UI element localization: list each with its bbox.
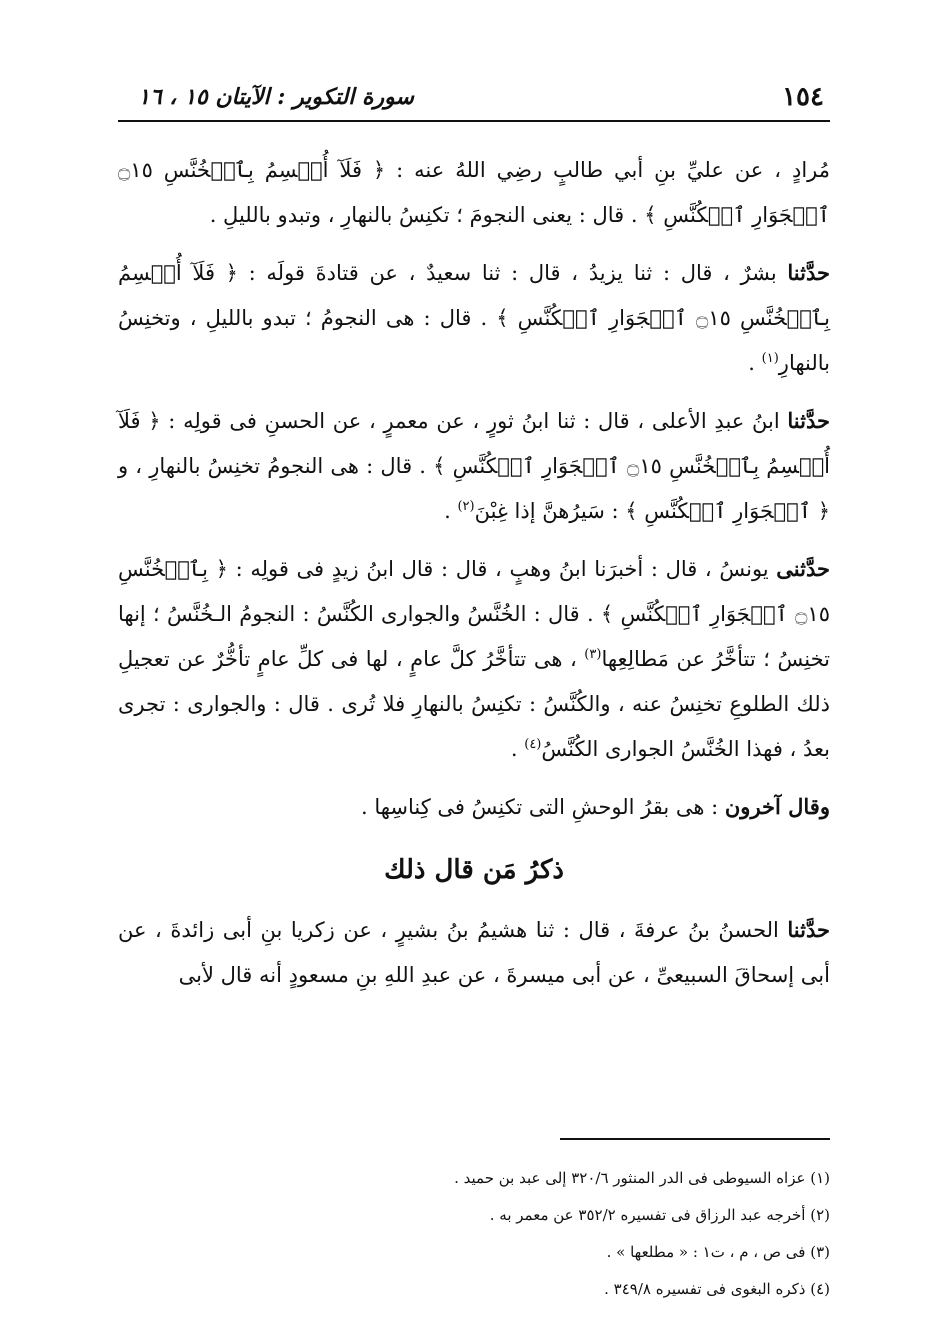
paragraph-end: . xyxy=(444,499,458,523)
running-head: سورة التكوير : الآيتان ١٥ ، ١٦ xyxy=(138,84,414,110)
paragraph-6 xyxy=(118,907,830,998)
paragraph-3 xyxy=(118,398,830,534)
paragraph-text: ابنُ عبدِ الأعلى ، قال : ثنا ابنُ ثورٍ ، عن معمرٍ ، عن الحسنِ فى قولِه : ﴿ فَلَآ أُقۡسِمُ بِٱلۡخُنَّسِ ۝١٥ ٱلۡجَوَارِ ٱلۡكُنَّسِ ﴾ . قال : هى النجومُ تخنِسُ بالنهارِ ، و ﴿ ٱلۡجَوَارِ ٱلۡكُنَّسِ ﴾ : سَيرُهنَّ إذا غِبْنَ xyxy=(118,409,831,523)
footnote-1: (١) عزاه السيوطى فى الدر المنثور ٣٢٠/٦ إلى عبد بن حميد . xyxy=(454,1169,830,1187)
paragraph-text: : هى بقرُ الوحشِ التى تكنِسُ فى كِناسِها . xyxy=(361,795,725,819)
isnad-lead: حدَّثنا xyxy=(787,917,830,942)
main-text xyxy=(118,148,830,1010)
isnad-lead: حدَّثنى xyxy=(776,556,830,581)
paragraph-text: بشرٌ ، قال : ثنا يزيدُ ، قال : ثنا سعيدٌ ، عن قتادةَ قولَه : ﴿ فَلَآ أُقۡسِمُ بِٱلۡخُنَّسِ ۝١٥ ٱلۡجَوَارِ ٱلۡكُنَّسِ ﴾ . قال : هى النجومُ ؛ تبدو بالليلِ ، وتخنِسُ بالنهارِ xyxy=(118,261,830,375)
paragraph-text: يونسُ ، قال : أخبرَنا ابنُ وهبٍ ، قال : قال ابنُ زيدٍ فى قولِه : ﴿ بِٱلۡخُنَّسِ ۝١٥ ٱلۡجَوَارِ ٱلۡكُنَّسِ ﴾ . قال : الخُنَّسُ والجوارى الكُنَّسُ : النجومُ الـخُنَّسُ ؛ إنها تخنِسُ ؛ تتأخَّرُ عن مَطالِعِها xyxy=(118,557,830,671)
footnote-ref[interactable]: (١) xyxy=(761,351,779,366)
footnote-ref[interactable]: (٤) xyxy=(524,737,542,752)
footnote-ref[interactable]: (٢) xyxy=(457,499,475,514)
paragraph-text: مُرادٍ ، عن عليِّ بنِ أبي طالبٍ رضِي اللهُ عنه : ﴿ فَلَآ أُقۡسِمُ بِٱلۡخُنَّسِ ۝١٥ ٱلۡجَوَارِ ٱلۡكُنَّسِ ﴾ . قال : يعنى النجومَ ؛ تكنِسُ بالنهارِ ، وتبدو بالليلِ . xyxy=(118,158,830,227)
section-heading: ذكرُ مَن قال ذلك xyxy=(384,855,564,885)
footnote-ref[interactable]: (٣) xyxy=(584,647,602,662)
opinion-lead: وقال آخرون xyxy=(724,794,830,819)
footnote-2: (٢) أخرجه عبد الرزاق فى تفسيره ٣٥٢/٢ عن معمر به . xyxy=(489,1206,830,1224)
paragraph-1 xyxy=(118,148,830,238)
paragraph-text: الحسنُ بنُ عرفةَ ، قال : ثنا هشيمُ بنُ بشيرٍ ، عن زكريا بنِ أبى زائدةَ ، عن أبى إسحاقَ السبيعىِّ ، عن أبى ميسرةَ ، عن عبدِ اللهِ بنِ مسعودٍ أنه قال لأبى xyxy=(118,918,830,987)
footnote-4: (٤) ذكره البغوى فى تفسيره ٣٤٩/٨ . xyxy=(604,1280,830,1298)
footnote-3: (٣) فى ص ، م ، ت١ : « مطلعها » . xyxy=(606,1243,830,1261)
paragraph-2 xyxy=(118,250,830,386)
paragraph-end: . xyxy=(510,737,525,761)
isnad-lead: حدَّثنا xyxy=(787,408,830,433)
page-number: ١٥٤ xyxy=(782,82,824,112)
paragraph-end: . xyxy=(748,351,762,375)
footnote-divider xyxy=(560,1138,830,1140)
isnad-lead: حدَّثنا xyxy=(787,260,830,285)
paragraph-4 xyxy=(118,546,830,772)
page-header xyxy=(118,76,830,122)
footnotes xyxy=(118,1160,830,1308)
paragraph-mid: ، هى تتأخَّرُ كلَّ عامٍ ، لها فى كلِّ عامٍ تأخُّرٌ عن تعجيلِ ذلك الطلوعِ تخنِسُ عنه ، والكُنَّسُ : تكنِسُ بالنهارِ فلا تُرى . قال : والجوارى : تجرى بعدُ ، فهذا الخُنَّسُ الجوارى الكُنَّسُ xyxy=(118,647,830,761)
paragraph-5 xyxy=(118,784,830,830)
